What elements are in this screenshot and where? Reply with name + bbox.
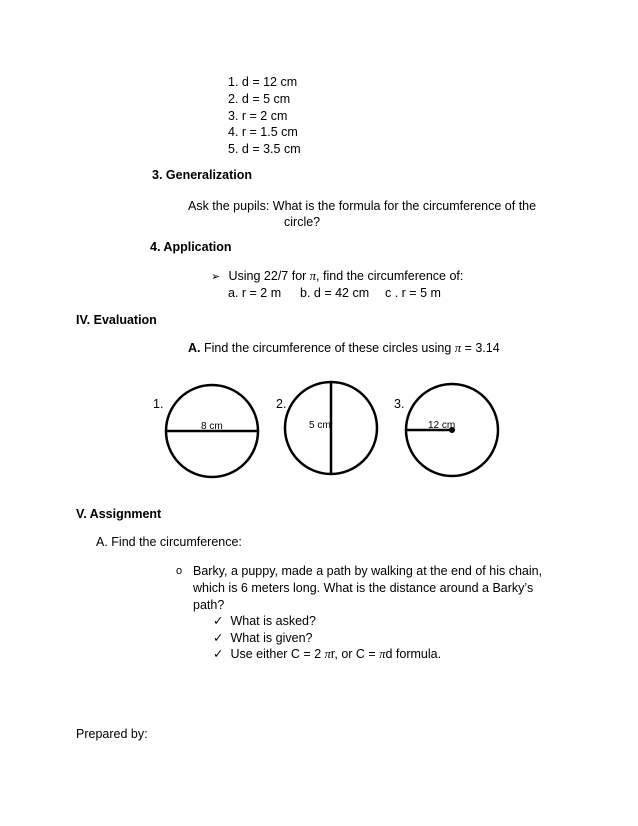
pi-symbol: π xyxy=(454,341,462,355)
evaluation-task-label: A. xyxy=(188,341,201,355)
checkmark-icon: ✓ xyxy=(213,631,224,645)
application-bullet-suffix: , find the circumference of: xyxy=(316,269,464,283)
circle-3-number: 3. xyxy=(394,397,405,411)
assignment-problem-line3: path? xyxy=(193,598,225,612)
evaluation-heading: IV. Evaluation xyxy=(76,313,157,327)
checkmark-icon: ✓ xyxy=(213,614,224,628)
circle-1-label: 8 cm xyxy=(201,421,223,432)
application-heading: 4. Application xyxy=(150,240,232,254)
arrow-bullet-icon: ➢ xyxy=(211,271,221,283)
checklist-item xyxy=(213,613,316,629)
assignment-heading: V. Assignment xyxy=(76,507,162,521)
generalization-text-line1: Ask the pupils: What is the formula for the circumference of the xyxy=(188,199,537,213)
exercise-item: 3. r = 2 cm xyxy=(228,109,288,123)
pi-symbol: π xyxy=(324,647,331,661)
checklist-item xyxy=(213,646,441,662)
circle-3-label: 12 cm xyxy=(428,420,456,431)
generalization-heading: 3. Generalization xyxy=(152,168,253,182)
check3-prefix: Use either C = 2 xyxy=(230,647,322,661)
pi-symbol: π xyxy=(379,647,386,661)
checklist-text: What is asked? xyxy=(230,614,316,628)
generalization-text-line2: circle? xyxy=(284,215,321,229)
prepared-by: Prepared by: xyxy=(76,727,148,741)
exercise-item: 2. d = 5 cm xyxy=(228,92,291,106)
evaluation-task-value: = 3.14 xyxy=(464,341,500,355)
application-item-c: c . r = 5 m xyxy=(385,286,441,300)
assignment-task: A. Find the circumference: xyxy=(96,535,242,549)
checklist-text: What is given? xyxy=(230,631,313,645)
checkmark-icon: ✓ xyxy=(213,647,224,661)
evaluation-task-text: Find the circumference of these circles using xyxy=(203,341,452,355)
exercise-item: 4. r = 1.5 cm xyxy=(228,125,298,139)
exercise-item: 5. d = 3.5 cm xyxy=(228,142,301,156)
assignment-problem-line2: which is 6 meters long. What is the distance around a Barky’s xyxy=(193,581,534,595)
assignment-bullet-marker: o xyxy=(176,565,183,577)
application-item-a: a. r = 2 m xyxy=(228,286,282,300)
application-item-b: b. d = 42 cm xyxy=(300,286,370,300)
check3-mid: r, or C = xyxy=(330,647,376,661)
assignment-problem-line1: Barky, a puppy, made a path by walking at the end of his chain, xyxy=(193,564,543,578)
circle-2-label: 5 cm xyxy=(309,420,331,431)
check3-suffix: d formula. xyxy=(385,647,442,661)
application-bullet-prefix: Using 22/7 for xyxy=(228,269,310,283)
checklist-item xyxy=(213,630,312,646)
pi-symbol: π xyxy=(309,269,317,283)
circle-1-number: 1. xyxy=(153,397,164,411)
exercise-item: 1. d = 12 cm xyxy=(228,75,298,89)
circle-2-number: 2. xyxy=(276,397,287,411)
